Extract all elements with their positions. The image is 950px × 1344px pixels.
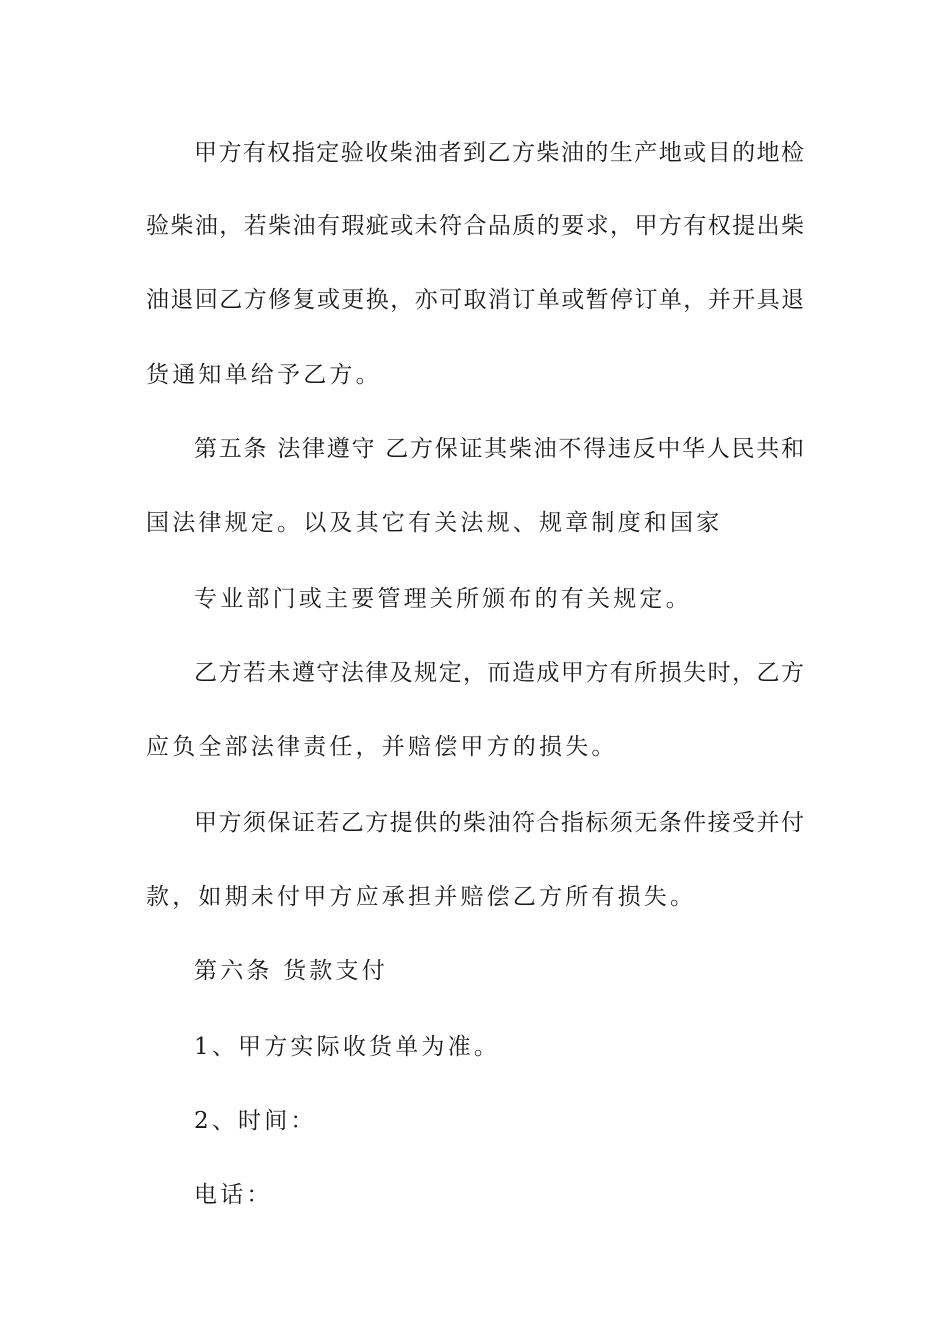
article-5-heading-line: 第五条 法律遵守 乙方保证其柴油不得违反中华人民共和 — [194, 436, 804, 462]
paragraph-line-3: 油退回乙方修复或更换，亦可取消订单或暂停订单，并开具退 — [146, 287, 804, 313]
phone-label: 电话： — [194, 1182, 273, 1208]
paragraph-line-8: 乙方若未遵守法律及规定，而造成甲方有所损失时，乙方 — [194, 660, 804, 686]
payment-item-1: 1、甲方实际收货单为准。 — [194, 1034, 501, 1060]
article-6-heading: 第六条 货款支付 — [194, 958, 388, 984]
paragraph-line-9: 应负全部法律责任，并赔偿甲方的损失。 — [146, 734, 618, 760]
paragraph-line-1: 甲方有权指定验收柴油者到乙方柴油的生产地或目的地检 — [194, 140, 804, 166]
paragraph-line-10: 甲方须保证若乙方提供的柴油符合指标须无条件接受并付 — [194, 810, 804, 836]
paragraph-line-11: 款，如期未付甲方应承担并赔偿乙方所有损失。 — [146, 884, 697, 910]
paragraph-line-6: 国法律规定。以及其它有关法规、规章制度和国家 — [146, 510, 723, 536]
paragraph-line-4: 货通知单给予乙方。 — [146, 362, 382, 388]
paragraph-line-2: 验柴油，若柴油有瑕疵或未符合品质的要求，甲方有权提出柴 — [146, 213, 804, 239]
paragraph-line-7: 专业部门或主要管理关所颁布的有关规定。 — [194, 586, 692, 612]
payment-item-2: 2、时间： — [194, 1108, 317, 1134]
